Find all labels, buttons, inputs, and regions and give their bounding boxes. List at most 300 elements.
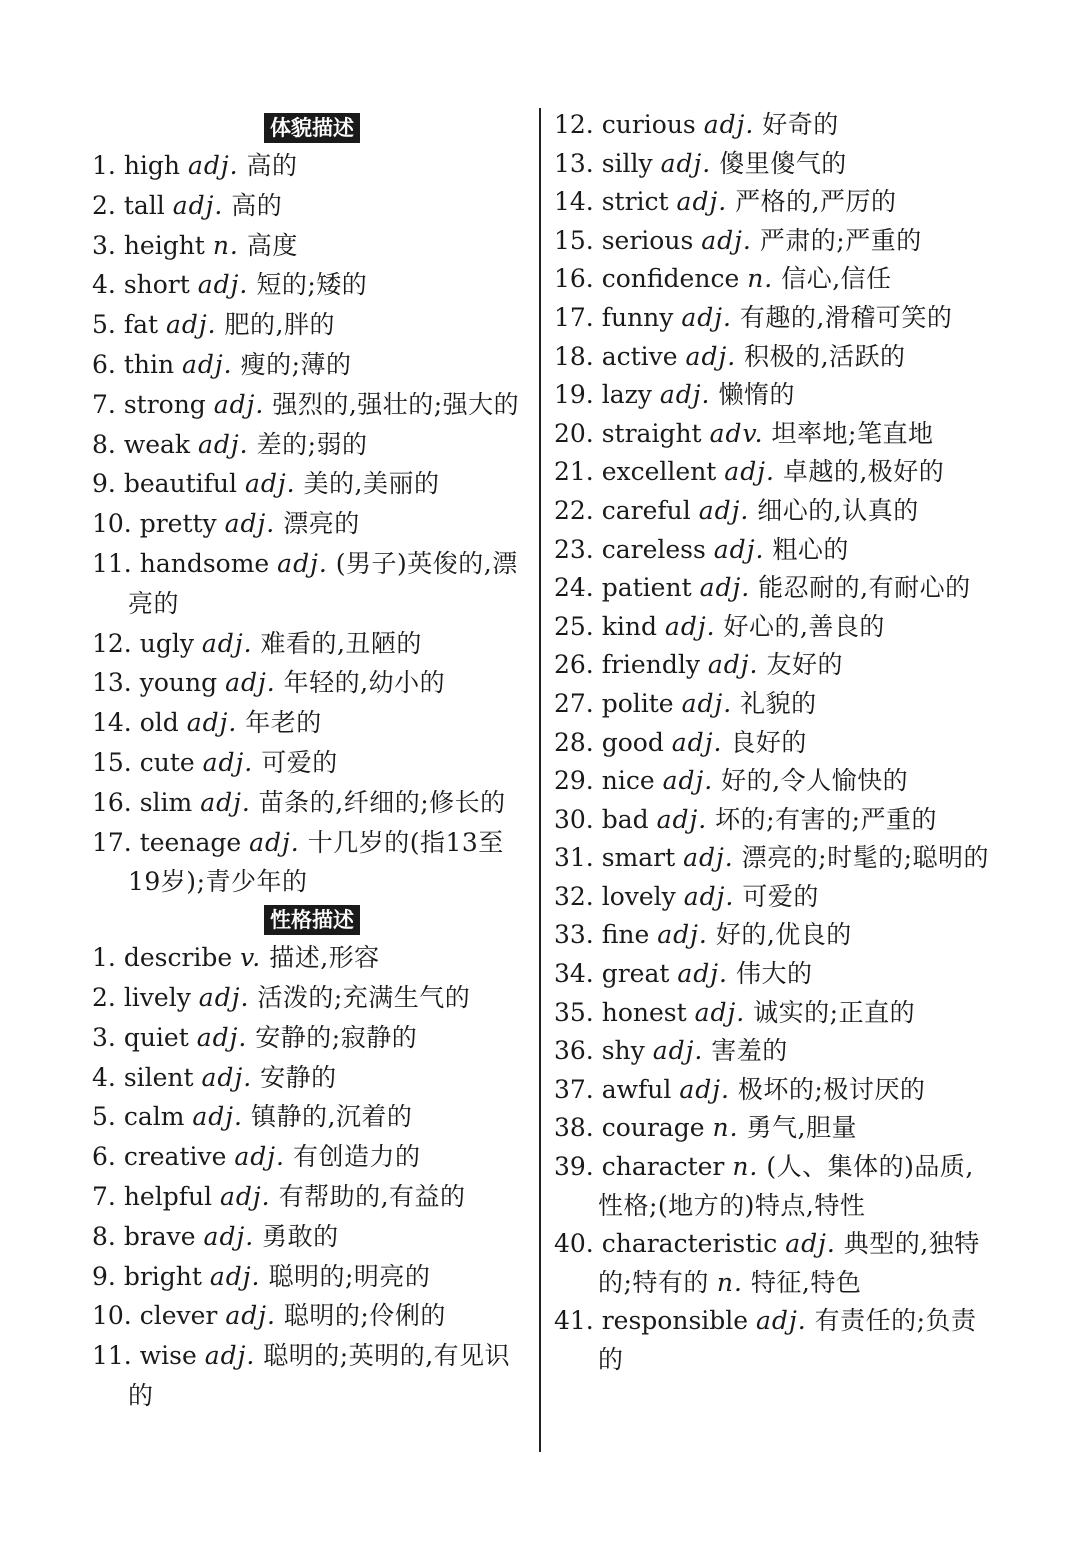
- entry-number: 33.: [554, 920, 594, 950]
- vocab-entry-line: [92, 663, 532, 703]
- entry-meaning: 粗心的: [772, 534, 849, 564]
- vocab-entry-line: [92, 1257, 532, 1297]
- entry-word: thin: [123, 349, 175, 379]
- vocab-entry: [92, 1018, 532, 1058]
- entry-part-of-speech: adj.: [699, 573, 751, 603]
- entry-number: 6.: [92, 1142, 116, 1172]
- entry-number: 28.: [554, 727, 594, 757]
- entry-meaning: 安静的;寂静的: [255, 1022, 418, 1052]
- vocab-entry-line: [554, 685, 994, 724]
- vocab-entry-line: [92, 783, 532, 823]
- vocab-entry-line: [554, 878, 994, 917]
- vocab-entry-line: [92, 624, 532, 664]
- entry-number: 26.: [554, 650, 594, 680]
- section-heading-appearance: 体貌描述: [264, 113, 360, 143]
- entry-meaning: 高的: [246, 151, 298, 180]
- entry-number: 4.: [92, 1062, 116, 1092]
- entry-meaning: 友好的: [766, 650, 843, 680]
- entry-part-of-speech: v.: [240, 943, 262, 973]
- vocab-entry: [554, 839, 994, 878]
- entry-meaning: 漂亮的;时髦的;聪明的: [741, 843, 990, 873]
- entry-meaning-2: 特征,特色: [750, 1267, 862, 1297]
- vocab-entry-line: [554, 801, 994, 840]
- vocab-entry: [554, 1109, 994, 1148]
- entry-word: quiet: [123, 1022, 189, 1052]
- entry-part-of-speech: adj.: [681, 302, 732, 332]
- vocab-entry-line: [92, 265, 532, 305]
- vocab-entry: [554, 801, 994, 840]
- entry-number: 29.: [554, 766, 594, 796]
- entry-part-of-speech: adj.: [186, 708, 238, 738]
- vocab-entry: [554, 1032, 994, 1071]
- entry-number: 15.: [92, 747, 132, 777]
- vocab-entry-line: [554, 646, 994, 685]
- vocab-entry: [92, 783, 532, 823]
- entry-part-of-speech: adj.: [677, 959, 728, 989]
- entry-part-of-speech: adj.: [198, 982, 250, 1012]
- entry-number: 27.: [554, 688, 594, 718]
- vocab-entry: [92, 385, 532, 425]
- entry-part-of-speech: adj.: [652, 1036, 704, 1066]
- entry-number: 6.: [92, 349, 116, 379]
- entry-word: kind: [601, 611, 657, 641]
- entry-meaning: (人、集体的)品质,性格;(地方的)特点,特性: [598, 1152, 974, 1220]
- entry-part-of-speech: adj.: [707, 650, 759, 680]
- entry-part-of-speech: adj.: [202, 747, 254, 777]
- entry-number: 37.: [554, 1074, 594, 1104]
- entry-word: slim: [139, 787, 193, 817]
- vocab-entry: [554, 183, 994, 222]
- entry-word: lovely: [601, 881, 676, 911]
- entry-meaning: 坏的;有害的;严重的: [715, 804, 938, 834]
- vocab-entry-line: [554, 145, 994, 184]
- entry-word: calm: [123, 1102, 185, 1132]
- entry-meaning: 安静的: [260, 1062, 337, 1092]
- entry-word: straight: [601, 418, 702, 448]
- entry-word: brave: [123, 1221, 196, 1251]
- vocab-entry-line: [92, 703, 532, 743]
- appearance-list: [92, 146, 532, 902]
- entry-word: silly: [601, 148, 653, 178]
- entry-word: young: [139, 668, 218, 698]
- entry-meaning: 高的: [231, 190, 283, 220]
- vocab-entry: [554, 299, 994, 338]
- entry-part-of-speech: adj.: [756, 1306, 807, 1336]
- entry-word: smart: [601, 843, 676, 873]
- vocab-entry-line: [92, 305, 532, 345]
- entry-word: teenage: [139, 827, 242, 857]
- entry-number: 19.: [554, 380, 594, 410]
- entry-word: patient: [601, 573, 692, 603]
- vocab-entry-line: [554, 531, 994, 570]
- entry-number: 11.: [92, 548, 132, 578]
- vocab-entry: [554, 222, 994, 261]
- vocab-entry-line: [92, 978, 532, 1018]
- entry-part-of-speech: adj.: [244, 469, 296, 499]
- entry-number: 7.: [92, 1181, 116, 1211]
- entry-part-of-speech: adj.: [676, 187, 728, 217]
- entry-part-of-speech: adj.: [213, 389, 265, 419]
- vocab-entry-line: [92, 938, 532, 978]
- entry-part-of-speech: adj.: [196, 1022, 248, 1052]
- entry-part-of-speech: adj.: [165, 310, 217, 340]
- entry-meaning: 可爱的: [742, 881, 819, 911]
- entry-number: 24.: [554, 573, 594, 603]
- entry-number: 5.: [92, 310, 116, 340]
- entry-number: 7.: [92, 389, 116, 419]
- vocab-entry: [92, 265, 532, 305]
- personality-list-right: [554, 106, 994, 1380]
- vocab-entry-line: [554, 762, 994, 801]
- entry-word: weak: [123, 429, 191, 459]
- entry-part-of-speech: adj.: [203, 1221, 255, 1251]
- vocab-entry: [554, 608, 994, 647]
- entry-number: 15.: [554, 225, 594, 255]
- vocab-entry-line: [92, 1137, 532, 1177]
- entry-meaning: 傻里傻气的: [719, 148, 847, 178]
- entry-part-of-speech: adj.: [662, 766, 714, 796]
- entry-meaning: 礼貌的: [740, 688, 817, 718]
- entry-part-of-speech: adj.: [698, 495, 750, 525]
- entry-meaning: 年老的: [245, 708, 322, 738]
- vocab-entry-line: [92, 1097, 532, 1137]
- entry-number: 21.: [554, 457, 594, 487]
- entry-word: honest: [601, 997, 687, 1027]
- entry-meaning: 美的,美丽的: [303, 469, 440, 499]
- entry-meaning: 肥的,胖的: [224, 310, 335, 340]
- vocab-entry-line: [554, 338, 994, 377]
- entry-word: courage: [601, 1113, 705, 1143]
- entry-number: 4.: [92, 270, 116, 300]
- vocab-entry: [554, 453, 994, 492]
- entry-word: bad: [601, 804, 649, 834]
- vocab-entry-line: [554, 1071, 994, 1110]
- entry-part-of-speech: adj.: [249, 827, 300, 857]
- entry-word: fat: [123, 310, 159, 340]
- entry-word: short: [123, 270, 190, 300]
- entry-number: 34.: [554, 959, 594, 989]
- entry-part-of-speech: adj.: [204, 1341, 256, 1371]
- entry-meaning: 积极的,活跃的: [744, 341, 906, 371]
- entry-part-of-speech: adj.: [724, 457, 775, 487]
- entry-number: 9.: [92, 469, 116, 499]
- entry-part-of-speech: adj.: [701, 225, 752, 255]
- vocab-entry-line: [554, 955, 994, 994]
- entry-meaning: 镇静的,沉着的: [250, 1102, 413, 1132]
- entry-meaning: 难看的,丑陋的: [260, 628, 422, 658]
- appearance-heading-wrap: [92, 110, 532, 146]
- entry-part-of-speech: adv.: [709, 418, 764, 448]
- vocab-entry: [92, 1177, 532, 1217]
- vocab-entry: [554, 878, 994, 917]
- entry-number: 41.: [554, 1306, 594, 1336]
- entry-meaning: 严格的,严厉的: [735, 187, 897, 217]
- entry-meaning: 聪明的;伶俐的: [283, 1301, 446, 1331]
- vocab-entry-line: [554, 183, 994, 222]
- entry-number: 3.: [92, 1022, 116, 1052]
- entry-word: characteristic: [601, 1229, 778, 1259]
- entry-meaning: 卓越的,极好的: [782, 457, 945, 487]
- section-heading-personality: 性格描述: [264, 905, 360, 935]
- entry-part-of-speech: adj.: [209, 1261, 261, 1291]
- vocab-entry: [92, 464, 532, 504]
- entry-number: 1.: [92, 151, 116, 180]
- entry-number: 31.: [554, 843, 594, 873]
- vocab-entry-line: [554, 916, 994, 955]
- vocab-entry: [92, 186, 532, 226]
- personality-heading-wrap: [92, 902, 532, 938]
- entry-meaning: 活泼的;充满生气的: [257, 982, 471, 1012]
- vocab-entry: [554, 145, 994, 184]
- entry-number: 14.: [554, 187, 594, 217]
- vocab-entry: [92, 743, 532, 783]
- vocab-entry: [92, 345, 532, 385]
- vocab-entry-line: [92, 186, 532, 226]
- entry-part-of-speech: adj.: [198, 429, 249, 459]
- entry-word: responsible: [601, 1306, 749, 1336]
- entry-part-of-speech: adj.: [657, 920, 708, 950]
- vocab-entry: [554, 1225, 994, 1302]
- entry-meaning: 有创造力的: [292, 1142, 421, 1172]
- entry-number: 39.: [554, 1152, 594, 1182]
- vocab-entry: [554, 1148, 994, 1225]
- vocab-entry-line: [554, 1302, 994, 1379]
- vocab-entry-line: [554, 260, 994, 299]
- vocab-entry-line: [554, 1032, 994, 1071]
- vocab-entry: [554, 762, 994, 801]
- entry-word: fine: [601, 920, 650, 950]
- entry-word: great: [601, 959, 670, 989]
- entry-meaning: 细心的,认真的: [757, 495, 919, 525]
- entry-word: character: [601, 1152, 725, 1182]
- entry-meaning: 十几岁的(指13至19岁);青少年的: [128, 827, 504, 897]
- entry-part-of-speech: adj.: [785, 1229, 836, 1259]
- entry-word: careless: [601, 534, 706, 564]
- vocab-entry-line: [554, 299, 994, 338]
- entry-part-of-speech: adj.: [225, 668, 276, 698]
- entry-meaning: 良好的: [730, 727, 807, 757]
- entry-part-of-speech: adj.: [656, 804, 708, 834]
- entry-word: shy: [601, 1036, 645, 1066]
- entry-number: 38.: [554, 1113, 594, 1143]
- entry-meaning: 差的;弱的: [256, 429, 368, 459]
- vocab-entry: [92, 624, 532, 664]
- vocab-entry-line: [554, 492, 994, 531]
- entry-meaning: 高度: [246, 230, 298, 260]
- entry-part-of-speech: adj.: [182, 349, 233, 379]
- entry-part-of-speech: adj.: [671, 727, 723, 757]
- entry-number: 1.: [92, 943, 116, 973]
- entry-meaning: 短的;矮的: [256, 270, 368, 300]
- right-column: [554, 106, 994, 1380]
- entry-word: beautiful: [123, 469, 238, 499]
- entry-word: confidence: [601, 264, 740, 294]
- entry-part-of-speech: adj.: [225, 1301, 276, 1331]
- vocab-entry: [554, 994, 994, 1033]
- entry-number: 16.: [92, 787, 132, 817]
- entry-word: strict: [601, 187, 669, 217]
- entry-meaning: 有趣的,滑稽可笑的: [739, 302, 953, 332]
- entry-number: 22.: [554, 495, 594, 525]
- entry-meaning: 好奇的: [762, 110, 839, 139]
- entry-number: 12.: [554, 110, 594, 139]
- vocab-entry: [554, 1071, 994, 1110]
- entry-word: pretty: [139, 509, 217, 539]
- entry-meaning: 典型的,独特的;特有的: [598, 1229, 980, 1297]
- entry-number: 23.: [554, 534, 594, 564]
- entry-number: 11.: [92, 1341, 132, 1371]
- vocab-entry-line: [92, 1217, 532, 1257]
- entry-meaning: 勇气,胆量: [746, 1113, 857, 1143]
- vocab-entry-line: [92, 823, 532, 903]
- entry-meaning: 描述,形容: [269, 943, 380, 973]
- vocab-entry: [92, 305, 532, 345]
- vocab-entry: [554, 646, 994, 685]
- vocab-entry-line: [92, 1018, 532, 1058]
- vocab-entry-line: [92, 345, 532, 385]
- vocab-entry: [554, 916, 994, 955]
- personality-list-left: [92, 938, 532, 1416]
- entry-word: old: [139, 708, 179, 738]
- entry-meaning: 有责任的;负责的: [598, 1306, 977, 1374]
- entry-word: clever: [139, 1301, 218, 1331]
- entry-word: lazy: [601, 380, 652, 410]
- entry-number: 9.: [92, 1261, 116, 1291]
- entry-part-of-speech: adj.: [201, 1062, 253, 1092]
- vocab-entry: [92, 544, 532, 624]
- vocab-entry-line: [554, 222, 994, 261]
- entry-meaning: 伟大的: [735, 959, 813, 989]
- entry-word: describe: [123, 943, 233, 973]
- entry-number: 14.: [92, 708, 132, 738]
- entry-part-of-speech: adj.: [224, 509, 276, 539]
- entry-number: 12.: [92, 628, 132, 658]
- entry-word: high: [123, 151, 181, 180]
- entry-part-of-speech: adj.: [683, 843, 734, 873]
- entry-meaning: 年轻的,幼小的: [283, 668, 446, 698]
- entry-word: bright: [123, 1261, 202, 1291]
- entry-part-of-speech: adj.: [234, 1142, 285, 1172]
- entry-number: 2.: [92, 190, 116, 220]
- vocab-entry: [554, 338, 994, 377]
- vocab-entry: [92, 1058, 532, 1098]
- vocab-entry: [554, 376, 994, 415]
- vocab-entry-line: [92, 1336, 532, 1416]
- entry-meaning: 信心,信任: [781, 264, 892, 294]
- vocab-entry-line: [92, 504, 532, 544]
- entry-part-of-speech: adj.: [703, 110, 755, 139]
- entry-word: excellent: [601, 457, 717, 487]
- vocab-entry-line: [554, 106, 994, 145]
- vocab-entry-line: [92, 385, 532, 425]
- entry-meaning: 好的,令人愉快的: [721, 766, 909, 796]
- vocab-entry-line: [554, 724, 994, 763]
- entry-word: helpful: [123, 1181, 213, 1211]
- vocab-entry-line: [92, 226, 532, 266]
- entry-part-of-speech: adj.: [187, 151, 239, 180]
- entry-part-of-speech: adj.: [277, 548, 328, 578]
- entry-word: strong: [123, 389, 206, 419]
- vocab-entry: [92, 1296, 532, 1336]
- vocab-entry: [92, 146, 532, 186]
- entry-meaning: (男子)英俊的,漂亮的: [128, 548, 518, 618]
- vocab-entry: [92, 1097, 532, 1137]
- vocab-entry-line: [554, 569, 994, 608]
- entry-part-of-speech: adj.: [713, 534, 765, 564]
- entry-meaning: 强烈的,强壮的;强大的: [272, 389, 520, 419]
- entry-number: 36.: [554, 1036, 594, 1066]
- vocab-entry: [554, 106, 994, 145]
- entry-meaning: 能忍耐的,有耐心的: [758, 573, 971, 603]
- entry-part-of-speech: adj.: [201, 628, 253, 658]
- entry-part-of-speech: adj.: [679, 1074, 730, 1104]
- entry-number: 17.: [554, 302, 594, 332]
- entry-part-of-speech: adj.: [694, 997, 746, 1027]
- vocab-entry-line: [554, 1148, 994, 1225]
- vocab-entry: [92, 703, 532, 743]
- vocab-entry-line: [92, 1177, 532, 1217]
- entry-meaning: 漂亮的: [283, 509, 360, 539]
- vocab-entry-line: [554, 608, 994, 647]
- entry-part-of-speech: adj.: [660, 148, 712, 178]
- entry-meaning: 好心的,善良的: [723, 611, 885, 641]
- entry-word: active: [601, 341, 678, 371]
- vocab-entry-line: [92, 425, 532, 465]
- vocab-entry-line: [554, 1109, 994, 1148]
- entry-number: 13.: [92, 668, 132, 698]
- entry-part-of-speech-2: n.: [716, 1267, 743, 1297]
- entry-meaning: 极坏的;极讨厌的: [737, 1074, 926, 1104]
- vocab-entry-line: [92, 1296, 532, 1336]
- entry-meaning: 苗条的,纤细的;修长的: [258, 787, 506, 817]
- entry-meaning: 勇敢的: [262, 1221, 339, 1251]
- vocab-entry: [92, 978, 532, 1018]
- vocab-entry-line: [92, 544, 532, 624]
- entry-word: friendly: [601, 650, 700, 680]
- entry-number: 10.: [92, 509, 132, 539]
- entry-meaning: 懒惰的: [718, 380, 795, 410]
- entry-word: nice: [601, 766, 655, 796]
- entry-word: careful: [601, 495, 691, 525]
- left-column: [92, 110, 532, 1416]
- vocab-entry: [92, 938, 532, 978]
- vocab-entry: [92, 823, 532, 903]
- vocab-entry: [554, 1302, 994, 1379]
- entry-meaning: 严肃的;严重的: [759, 225, 922, 255]
- vocab-entry: [92, 504, 532, 544]
- entry-word: handsome: [139, 548, 270, 578]
- entry-word: silent: [123, 1062, 194, 1092]
- entry-word: lively: [123, 982, 191, 1012]
- entry-number: 30.: [554, 804, 594, 834]
- entry-meaning: 害羞的: [711, 1036, 788, 1066]
- vocab-entry: [92, 425, 532, 465]
- entry-part-of-speech: adj.: [659, 380, 711, 410]
- entry-meaning: 诚实的;正直的: [753, 997, 916, 1027]
- entry-word: wise: [139, 1341, 197, 1371]
- entry-part-of-speech: adj.: [664, 611, 716, 641]
- entry-meaning: 好的,优良的: [715, 920, 852, 950]
- entry-word: funny: [601, 302, 674, 332]
- entry-word: ugly: [139, 628, 194, 658]
- vocab-entry: [554, 531, 994, 570]
- entry-number: 13.: [554, 148, 594, 178]
- entry-part-of-speech: adj.: [685, 341, 737, 371]
- entry-part-of-speech: adj.: [200, 787, 251, 817]
- vocab-entry-line: [554, 415, 994, 454]
- column-divider: [539, 108, 541, 1452]
- vocab-entry-line: [92, 1058, 532, 1098]
